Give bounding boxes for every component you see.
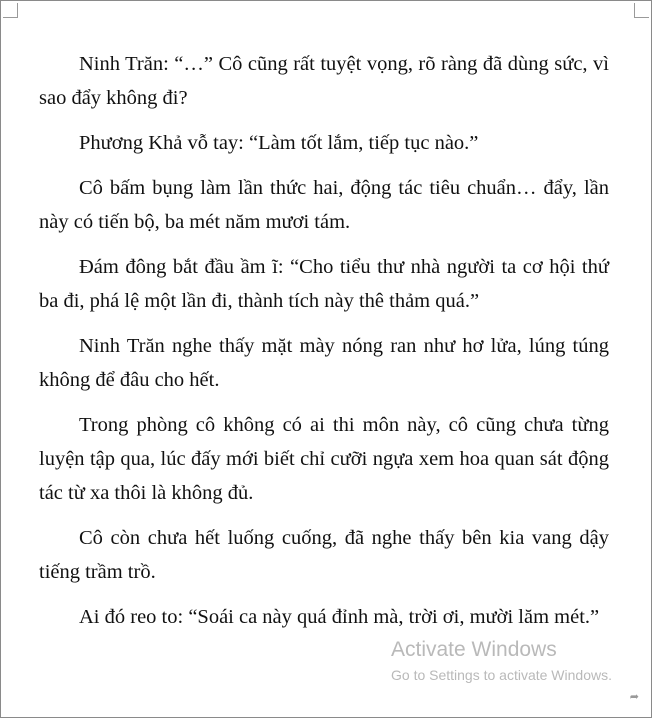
paragraph: Phương Khả vỗ tay: “Làm tốt lắm, tiếp tục nào.” (79, 132, 479, 154)
paragraph: Ninh Trăn nghe thấy mặt mày nóng ran như hơ lửa, lúng túng không để đâu cho hết. (39, 335, 609, 391)
document-body (39, 47, 609, 645)
paragraph: Đám đông bắt đầu ầm ĩ: “Cho tiểu thư nhà người ta cơ hội thứ ba đi, phá lệ một lần đi, thành tích này thê thảm quá.” (39, 256, 609, 312)
paragraph: Ninh Trăn: “…” Cô cũng rất tuyệt vọng, rõ ràng đã dùng sức, vì sao đẩy không đi? (39, 53, 609, 109)
resize-arrow-icon: ➦ (629, 690, 639, 703)
paragraph: Ai đó reo to: “Soái ca này quá đỉnh mà, trời ơi, mười lăm mét.” (79, 606, 600, 628)
paragraph: Trong phòng cô không có ai thi môn này, cô cũng chưa từng luyện tập qua, lúc đấy mới biết chỉ cưỡi ngựa xem hoa quan sát động tác từ xa thôi là không đủ. (39, 414, 609, 504)
crop-mark-top-right (634, 3, 649, 18)
paragraph: Cô bấm bụng làm lần thức hai, động tác tiêu chuẩn… đẩy, lần này có tiến bộ, ba mét năm mươi tám. (39, 177, 609, 233)
watermark-subtitle: Go to Settings to activate Windows. (391, 667, 612, 683)
paragraph: Cô còn chưa hết luống cuống, đã nghe thấy bên kia vang dậy tiếng trầm trồ. (39, 527, 609, 583)
activate-windows-watermark (391, 637, 612, 685)
watermark-title: Activate Windows (391, 638, 557, 661)
crop-mark-top-left (3, 3, 18, 18)
